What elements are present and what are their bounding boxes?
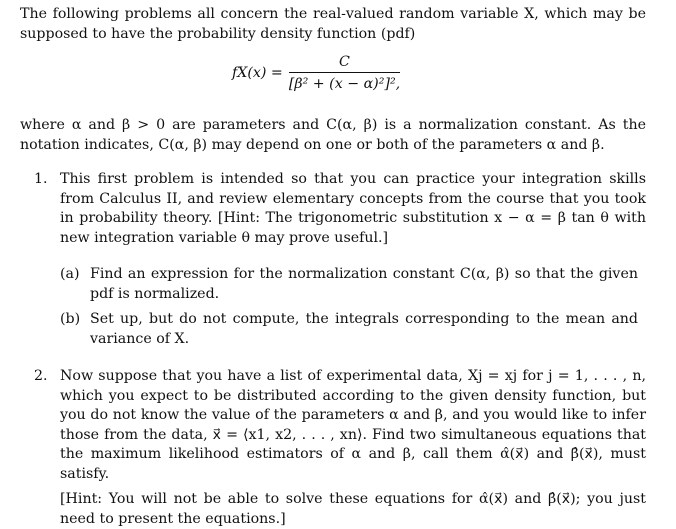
equation-lhs: fX(x) = xyxy=(232,65,283,81)
problem-1-text: This first problem is intended so that you can practice your integration skills from Calculus II, and review elementary concepts from the course that you took in probability theory. [Hint: The trigonometric substitution x − α = β tan θ with new integration variable θ may prove useful.] xyxy=(60,171,646,246)
problem-1a xyxy=(60,265,638,304)
problem-1-label: 1. xyxy=(34,171,48,187)
problem-1b xyxy=(60,310,638,349)
equation-denominator: [β² + (x − α)²]², xyxy=(288,76,401,92)
problem-1b-label: (b) xyxy=(60,311,81,327)
problem-1a-label: (a) xyxy=(60,266,80,282)
problem-1b-text: Set up, but do not compute, the integrals corresponding to the mean and variance of X. xyxy=(90,311,638,347)
problem-2-text: Now suppose that you have a list of experimental data, Xj = xj for j = 1, . . . , n, which you expect to be distributed according to the given density function, but you do not know the value of the parameters α and β, and you would like to infer those from the data, x⃗ = ⟨x1, x2, . . . , xn⟩. Find two simultaneous equations that the maximum likelihood estimators of α and β, call them α̂(x⃗) and β̂(x⃗), must satisfy. xyxy=(60,368,646,482)
intro-paragraph: The following problems all concern the real-valued random variable X, which may be supposed to have the probability density function (pdf) xyxy=(20,6,646,42)
equation-fraction xyxy=(289,54,400,92)
problem-2-hint: [Hint: You will not be able to solve these equations for α̂(x⃗) and β̂(x⃗); you just need to present the equations.] xyxy=(60,491,646,527)
pdf-equation xyxy=(0,52,676,104)
after-equation-paragraph: where α and β > 0 are parameters and C(α, β) is a normalization constant. As the notation indicates, C(α, β) may depend on one or both of the parameters α and β. xyxy=(20,117,646,153)
problem-2 xyxy=(34,367,646,529)
equation-numerator: C xyxy=(339,54,350,70)
problem-2-label: 2. xyxy=(34,368,48,384)
problem-1 xyxy=(34,170,646,248)
problem-1a-text: Find an expression for the normalization constant C(α, β) so that the given pdf is normalized. xyxy=(90,266,638,302)
